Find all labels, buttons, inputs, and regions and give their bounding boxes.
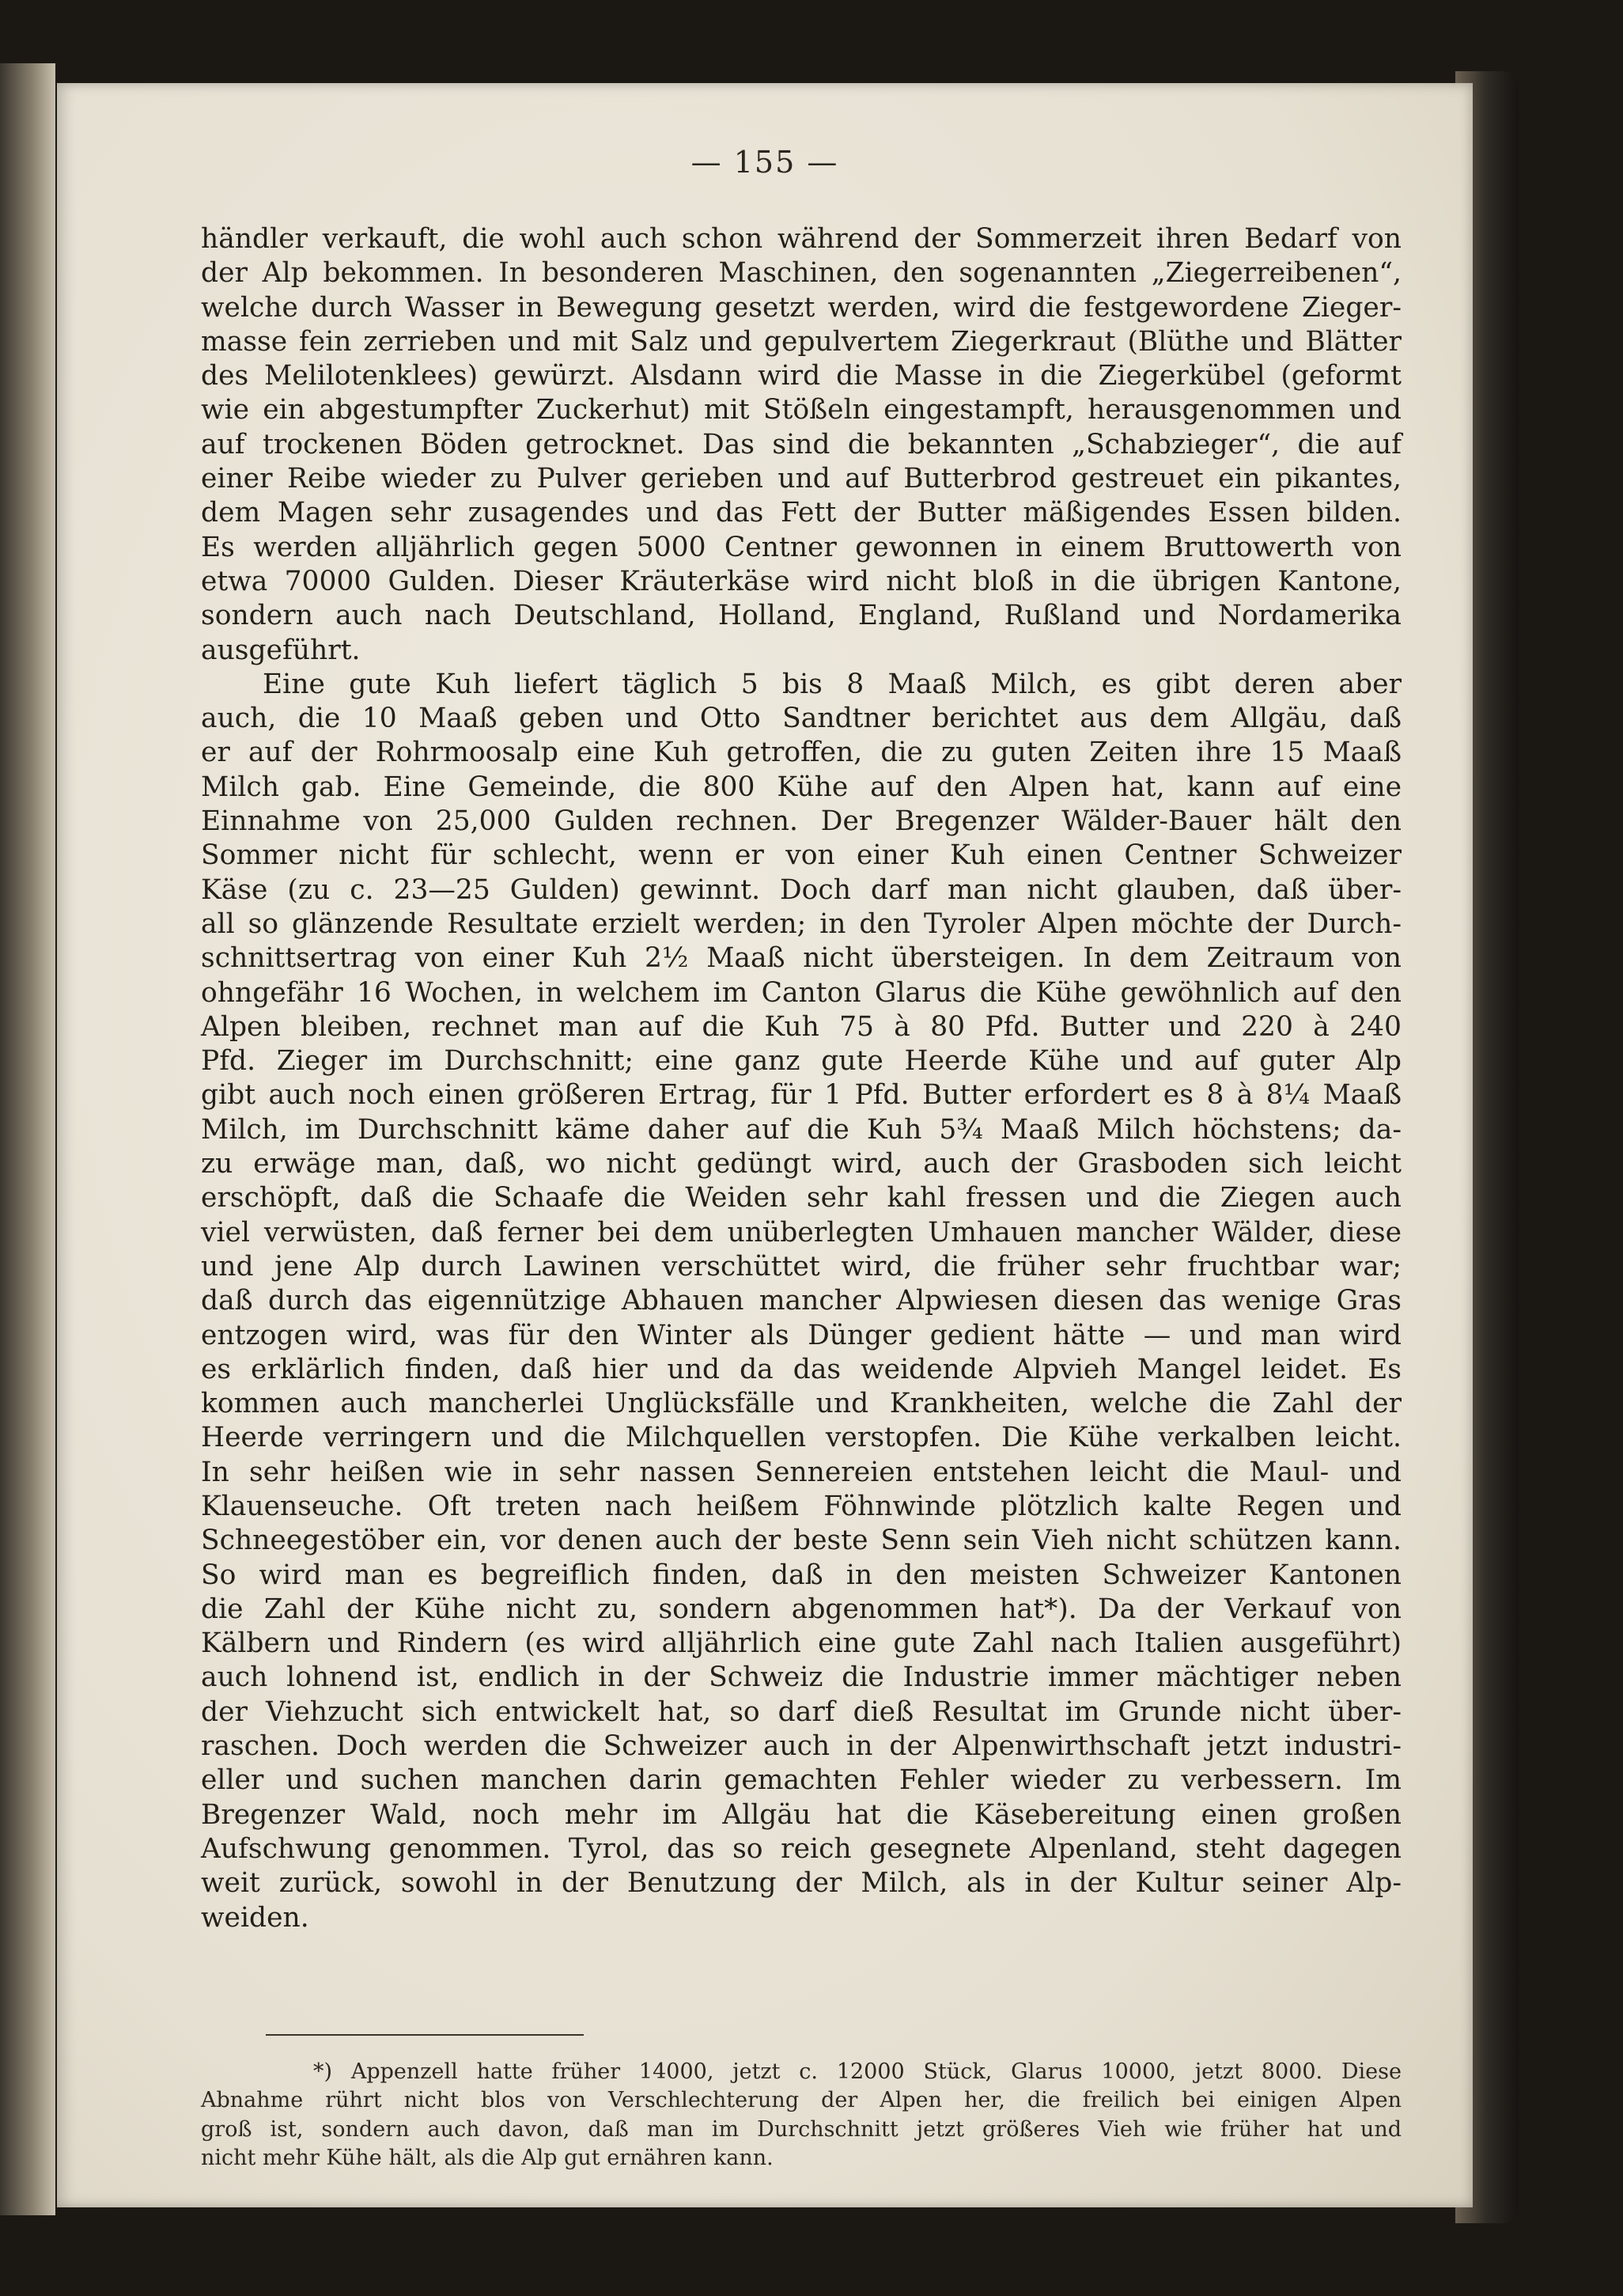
text-line: händler verkauft, die wohl auch schon während der Sommerzeit ihren Bedarf von: [201, 223, 1402, 255]
page-number: — 155 —: [690, 145, 839, 180]
text-line: Heerde verringern und die Milchquellen verstopfen. Die Kühe verkalben leicht.: [201, 1422, 1402, 1454]
main-text: [201, 222, 1402, 1935]
text-line: Alpen bleiben, rechnet man auf die Kuh 75 à 80 Pfd. Butter und 220 à 240: [201, 1010, 1402, 1043]
text-line: kommen auch mancherlei Unglücksfälle und Krankheiten, welche die Zahl der: [201, 1388, 1402, 1420]
text-line: daß durch das eigennützige Abhauen mancher Alpwiesen diesen das wenige Gras: [201, 1285, 1402, 1317]
text-line: all so glänzende Resultate erzielt werden; in den Tyroler Alpen möchte der Durch-: [201, 907, 1402, 940]
text-line: Aufschwung genommen. Tyrol, das so reich gesegnete Alpenland, steht dagegen: [201, 1832, 1402, 1865]
footnote-line: groß ist, sondern auch davon, daß man im Durchschnitt jetzt größeres Vieh wie früher hat und: [201, 2116, 1402, 2142]
text-line: und jene Alp durch Lawinen verschüttet wird, die früher sehr fruchtbar war;: [201, 1250, 1402, 1283]
text-line: die Zahl der Kühe nicht zu, sondern abgenommen hat*). Da der Verkauf von: [201, 1593, 1402, 1625]
text-line: Es werden alljährlich gegen 5000 Centner gewonnen in einem Bruttowerth von: [201, 531, 1402, 563]
text-line: Klauenseuche. Oft treten nach heißem Föhnwinde plötzlich kalte Regen und: [201, 1490, 1402, 1522]
text-line: der Viehzucht sich entwickelt hat, so darf dieß Resultat im Grunde nicht über-: [201, 1695, 1402, 1728]
text-line: es erklärlich finden, daß hier und da das weidende Alpvieh Mangel leidet. Es: [201, 1353, 1402, 1385]
text-line: weiden.: [201, 1901, 309, 1934]
text-line: auch lohnend ist, endlich in der Schweiz die Industrie immer mächtiger neben: [201, 1661, 1402, 1694]
text-line: des Melilotenklees) gewürzt. Alsdann wird die Masse in die Ziegerkübel (geformt: [201, 360, 1402, 392]
text-line: Pfd. Zieger im Durchschnitt; eine ganz gute Heerde Kühe und auf guter Alp: [201, 1045, 1402, 1078]
text-line: Käse (zu c. 23—25 Gulden) gewinnt. Doch darf man nicht glauben, daß über-: [201, 873, 1402, 906]
text-line: er auf der Rohrmoosalp eine Kuh getroffen, die zu guten Zeiten ihre 15 Maaß: [201, 737, 1402, 769]
text-line: schnittsertrag von einer Kuh 2½ Maaß nicht übersteigen. In dem Zeitraum von: [201, 942, 1402, 975]
text-line: viel verwüsten, daß ferner bei dem unüberlegten Umhauen mancher Wälder, diese: [201, 1216, 1402, 1248]
text-line: Milch, im Durchschnitt käme daher auf die Kuh 5¾ Maaß Milch höchstens; da-: [201, 1113, 1402, 1146]
text-line: Sommer nicht für schlecht, wenn er von einer Kuh einen Centner Schweizer: [201, 839, 1402, 872]
text-line: Kälbern und Rindern (es wird alljährlich eine gute Zahl nach Italien ausgeführt): [201, 1627, 1402, 1660]
footnote-line: nicht mehr Kühe hält, als die Alp gut ernähren kann.: [201, 2145, 774, 2170]
text-line: entzogen wird, was für den Winter als Dünger gedient hätte — und man wird: [201, 1319, 1402, 1351]
footnote-line: Abnahme rührt nicht blos von Verschlechterung der Alpen her, die freilich bei einigen Alpen: [201, 2088, 1402, 2113]
text-line: erschöpft, daß die Schaafe die Weiden sehr kahl fressen und die Ziegen auch: [201, 1182, 1402, 1214]
footnote-divider: [266, 2034, 584, 2036]
text-line: einer Reibe wieder zu Pulver gerieben und auf Butterbrod gestreuet ein pikantes,: [201, 463, 1402, 495]
text-line: Eine gute Kuh liefert täglich 5 bis 8 Maaß Milch, es gibt deren aber: [263, 668, 1402, 700]
text-line: Milch gab. Eine Gemeinde, die 800 Kühe auf den Alpen hat, kann auf eine: [201, 771, 1402, 803]
text-line: dem Magen sehr zusagendes und das Fett der Butter mäßigendes Essen bilden.: [201, 497, 1402, 529]
text-line: der Alp bekommen. In besonderen Maschinen, den sogenannten „Ziegerreibenen“,: [201, 257, 1402, 290]
text-line: ausgeführt.: [201, 634, 361, 666]
text-line: auch, die 10 Maaß geben und Otto Sandtner berichtet aus dem Allgäu, daß: [201, 703, 1402, 735]
text-line: weit zurück, sowohl in der Benutzung der Milch, als in der Kultur seiner Alp-: [201, 1867, 1402, 1900]
text-line: welche durch Wasser in Bewegung gesetzt werden, wird die festgewordene Zieger-: [201, 291, 1402, 324]
text-line: auf trockenen Böden getrocknet. Das sind die bekannten „Schabzieger“, die auf: [201, 428, 1402, 460]
footnote-line: *) Appenzell hatte früher 14000, jetzt c. 12000 Stück, Glarus 10000, jetzt 8000. Diese: [313, 2059, 1402, 2084]
text-line: Einnahme von 25,000 Gulden rechnen. Der Bregenzer Wälder-Bauer hält den: [201, 805, 1402, 838]
text-line: sondern auch nach Deutschland, Holland, England, Rußland und Nordamerika: [201, 600, 1402, 632]
text-line: Bregenzer Wald, noch mehr im Allgäu hat die Käsebereitung einen großen: [201, 1798, 1402, 1831]
text-line: zu erwäge man, daß, wo nicht gedüngt wird, auch der Grasboden sich leicht: [201, 1148, 1402, 1180]
text-line: etwa 70000 Gulden. Dieser Kräuterkäse wird nicht bloß in die übrigen Kantone,: [201, 565, 1402, 597]
footnote: [201, 2058, 1402, 2173]
text-line: gibt auch noch einen größeren Ertrag, für 1 Pfd. Butter erfordert es 8 à 8¼ Maaß: [201, 1079, 1402, 1112]
text-line: So wird man es begreiflich finden, daß in den meisten Schweizer Kantonen: [201, 1559, 1402, 1591]
text-line: wie ein abgestumpfter Zuckerhut) mit Stößeln eingestampft, herausgenommen und: [201, 394, 1402, 426]
text-line: ohngefähr 16 Wochen, in welchem im Canton Glarus die Kühe gewöhnlich auf den: [201, 976, 1402, 1009]
text-line: raschen. Doch werden die Schweizer auch in der Alpenwirthschaft jetzt industri-: [201, 1730, 1402, 1763]
book-spine-shadow: [0, 63, 55, 2215]
text-line: eller und suchen manchen darin gemachten Fehler wieder zu verbessern. Im: [201, 1764, 1402, 1797]
text-line: Schneegestöber ein, vor denen auch der beste Senn sein Vieh nicht schützen kann.: [201, 1525, 1402, 1557]
text-line: masse fein zerrieben und mit Salz und gepulvertem Ziegerkraut (Blüthe und Blätter: [201, 325, 1402, 358]
book-page: [57, 83, 1473, 2207]
text-line: In sehr heißen wie in sehr nassen Sennereien entstehen leicht die Maul- und: [201, 1456, 1402, 1488]
